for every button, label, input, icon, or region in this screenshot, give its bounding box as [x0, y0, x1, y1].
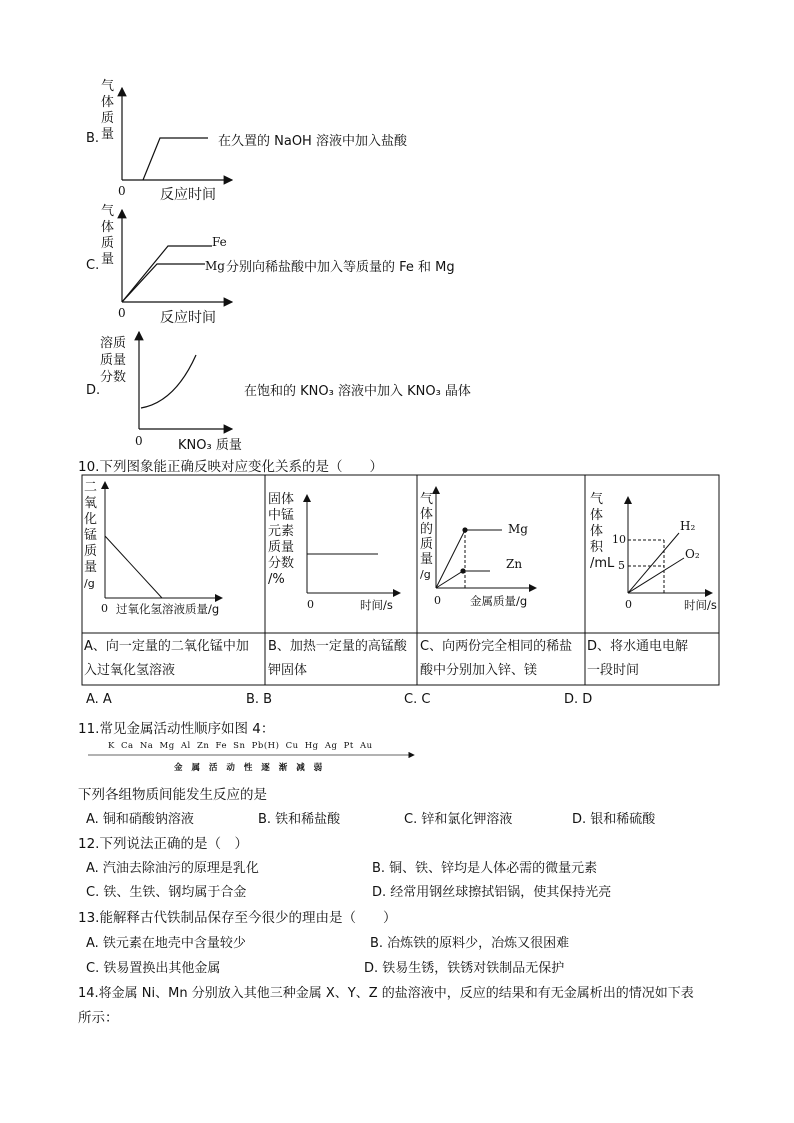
- q12-option-b[interactable]: B. 铜、铁、锌均是人体必需的微量元素: [372, 861, 598, 876]
- q10b-xlabel: 时间/s: [360, 598, 393, 612]
- q14-stem-line1: 14.将金属 Ni、Mn 分别放入其他三种金属 X、Y、Z 的盐溶液中，反应的结果和有无金属析出的情况如下表: [78, 986, 694, 1001]
- q12-stem: 12.下列说法正确的是（ ）: [78, 836, 248, 852]
- q11-question: 下列各组物质间能发生反应的是: [78, 787, 267, 803]
- graph-c-xlabel: 反应时间: [160, 310, 216, 326]
- q10b-origin: 0: [307, 598, 314, 611]
- q11-series-caption: 金 属 活 动 性 逐 渐 减 弱: [174, 763, 326, 773]
- q11-series-metals: K Ca Na Mg Al Zn Fe Sn Pb(H) Cu Hg Ag Pt Au: [108, 741, 373, 751]
- graph-b-origin: 0: [118, 184, 126, 198]
- q10d-text: D、将水通电电解 一段时间: [587, 639, 689, 678]
- graph-d-ylabel: 溶质 质量 分数: [100, 336, 127, 385]
- q10d-h2-label: H₂: [680, 519, 696, 533]
- q10c-ylabel: 气 体 的 质 量 /g: [420, 492, 434, 581]
- graph-c-caption: 分别向稀盐酸中加入等质量的 Fe 和 Mg: [226, 260, 455, 275]
- q10a-origin: 0: [101, 602, 108, 615]
- q11-stem: 11.常见金属活动性顺序如图 4：: [78, 721, 275, 737]
- q10b-text: B、加热一定量的高锰酸 钾固体: [268, 639, 407, 678]
- q10-option-d[interactable]: D. D: [564, 692, 593, 707]
- graph-d-origin: 0: [135, 434, 143, 448]
- graph-d-letter: D.: [86, 383, 101, 398]
- q10a-text: A、向一定量的二氧化锰中加 入过氧化氢溶液: [84, 639, 249, 678]
- graph-d-caption: 在饱和的 KNO₃ 溶液中加入 KNO₃ 晶体: [244, 384, 471, 399]
- graph-b-caption: 在久置的 NaOH 溶液中加入盐酸: [218, 134, 407, 149]
- q12-option-d[interactable]: D. 经常用钢丝球擦拭铝锅，使其保持光亮: [372, 885, 612, 900]
- q10a-xlabel: 过氧化氢溶液质量/g: [116, 602, 220, 616]
- graph-c-origin: 0: [118, 306, 126, 320]
- q11-option-d[interactable]: D. 银和稀硫酸: [572, 812, 656, 827]
- q12-option-c[interactable]: C. 铁、生铁、钢均属于合金: [86, 885, 247, 900]
- q10d-o2-label: O₂: [685, 547, 700, 561]
- graph-d-xlabel: KNO₃ 质量: [178, 438, 242, 453]
- q13-option-a[interactable]: A. 铁元素在地壳中含量较少: [86, 936, 246, 951]
- q10c-mg-label: Mg: [508, 522, 528, 536]
- q10d-xlabel: 时间/s: [684, 598, 717, 612]
- q11-option-a[interactable]: A. 铜和硝酸钠溶液: [86, 812, 194, 827]
- q12-option-a[interactable]: A. 汽油去除油污的原理是乳化: [86, 861, 259, 876]
- q10d-ylabel: 气 体 体 积 /mL: [590, 492, 615, 571]
- q10-option-c[interactable]: C. C: [404, 692, 431, 707]
- q11-option-c[interactable]: C. 锌和氯化钾溶液: [404, 812, 513, 827]
- graph-c-mg-label: Mg: [205, 259, 225, 273]
- q10d-tick-10: 10: [612, 533, 626, 546]
- q10d-tick-5: 5: [618, 559, 625, 572]
- q13-option-d[interactable]: D. 铁易生锈，铁锈对铁制品无保护: [364, 961, 565, 976]
- q10c-origin: 0: [434, 594, 441, 607]
- graph-c-fe-label: Fe: [212, 235, 227, 249]
- q10c-text: C、向两份完全相同的稀盐 酸中分别加入锌、镁: [420, 639, 573, 678]
- q10-option-a[interactable]: A. A: [86, 692, 112, 707]
- graph-b-letter: B.: [86, 131, 100, 146]
- q10-stem: 10.下列图象能正确反映对应变化关系的是（ ）: [78, 459, 383, 475]
- q14-stem-line2: 所示：: [78, 1010, 119, 1026]
- q10-option-b[interactable]: B. B: [246, 692, 273, 707]
- q10b-ylabel: 固体 中锰 元素 质量 分数 /%: [268, 492, 295, 587]
- q13-option-b[interactable]: B. 冶炼铁的原料少，冶炼又很困难: [370, 936, 570, 951]
- graph-c-letter: C.: [86, 258, 100, 273]
- graph-c-ylabel: 气 体 质 量: [101, 204, 115, 267]
- q13-option-c[interactable]: C. 铁易置换出其他金属: [86, 961, 221, 976]
- q13-stem: 13.能解释古代铁制品保存至今很少的理由是（ ）: [78, 910, 397, 926]
- graph-b-xlabel: 反应时间: [160, 187, 216, 203]
- q10c-zn-label: Zn: [506, 557, 523, 571]
- q10d-origin: 0: [625, 598, 632, 611]
- q10c-xlabel: 金属质量/g: [470, 594, 528, 608]
- q11-option-b[interactable]: B. 铁和稀盐酸: [258, 812, 341, 827]
- q10a-ylabel: 二 氧 化 锰 质 量 /g: [84, 480, 98, 590]
- graph-b-ylabel: 气 体 质 量: [101, 79, 115, 142]
